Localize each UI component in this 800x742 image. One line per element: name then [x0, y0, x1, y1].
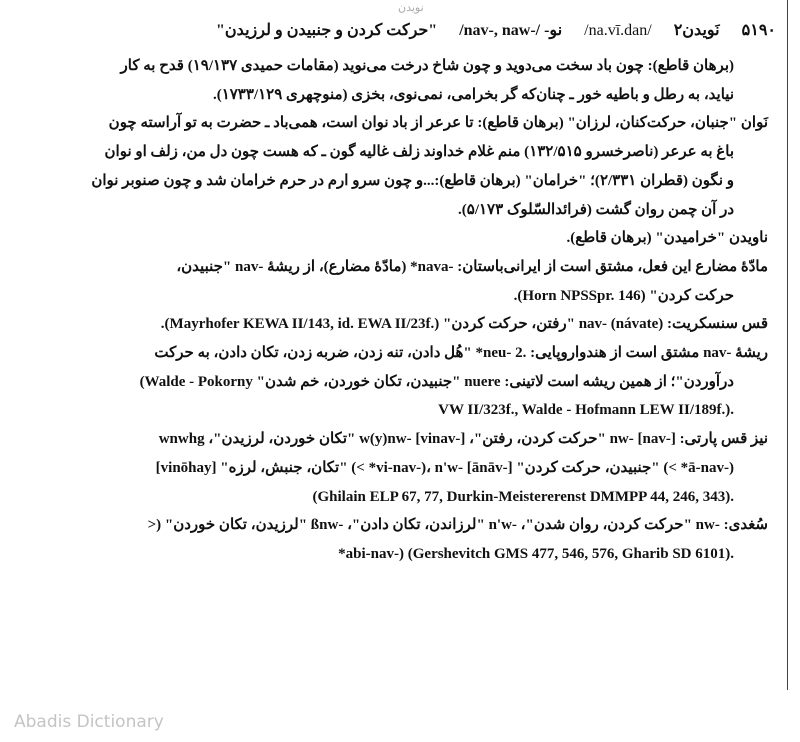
- entry-definition: "حرکت کردن و جنبیدن و لرزیدن": [216, 22, 438, 39]
- entry-headword: نَویدن۲: [673, 22, 720, 39]
- entry-body: [48, 52, 768, 569]
- entry-header: [40, 20, 776, 40]
- entry-text-line: درآوردن"؛ از همین ریشه است لاتینی: ‎nuere‎ "جنبیدن، تکان خوردن، خم شدن" ‎(Walde - Pokorny: [139, 373, 734, 390]
- entry-text-line: نیاید، به رطل و باطیه خور ـ چنان‌که گر بخرامی، نمی‌نوی، بخزی (منوچهری ۱۷۳۳/۱۲۹).: [212, 86, 734, 103]
- entry-text-line: حرکت کردن" ‎(Horn NPSSpr. 146).: [513, 287, 734, 304]
- entry-text-line: ناویدن "خرامیدن" (برهان قاطع).: [566, 230, 768, 247]
- entry-text-line: سُغدی: ‎nw-‎ "حرکت کردن، روان شدن"، ‎n'w-‎ "لرزاندن، تکان دادن"، ‎ßnw-‎ "لرزیدن، تکان خوردن" ‎(<: [147, 517, 768, 534]
- entry-text-line: ریشهٔ ‎nav-‎ مشتق است از هندواروپایی: ‎*neu- 2.‎ "هُل دادن، تنه زدن، ضربه زدن، تکان دادن، به حرکت: [154, 345, 768, 362]
- watermark-headword: نویدن: [398, 2, 424, 14]
- entry-text-line: در آن چمن روان گشت (فرائدالسّلوک ۵/۱۷۳).: [458, 201, 734, 218]
- entry-text-line: مادّهٔ مضارع این فعل، مشتق است از ایرانی‌باستان: ‎*nava-‎ (مادّهٔ مضارع)، از ریشهٔ ‎nav-‎ "جنبیدن،: [176, 258, 768, 275]
- entry-stem: نو- /-nav-, naw/: [459, 22, 563, 39]
- entry-number: ۵۱۹۰: [741, 22, 776, 39]
- entry-text-line: ‎VW II/323f., Walde - Hofmann LEW II/189f.).: [438, 402, 734, 419]
- page-edge-rule: [787, 0, 788, 690]
- entry-text-line: ‎*abi-nav-) (Gershevitch GMS 477, 546, 576, Gharib SD 6101).: [338, 545, 734, 562]
- entry-text-line: ‎[vinōhay]‎ "تکان، جنبش، لرزه" ‎(< *vi-nav-)‎، ‎n'w- [ānāv-]‎ "جنبیدن، حرکت کردن" ‎(< *ā-nav-): [155, 459, 734, 476]
- entry-transcription: /na.vī.dan/: [584, 22, 652, 39]
- watermark: Abadis Dictionary: [14, 712, 164, 732]
- entry-text-line: باغ به عرعر (ناصرخسرو ۱۳۲/۵۱۵) منم غلام خداوند زلف غالیه گون ـ که هست چون دل من، زلف او نوان: [104, 144, 734, 161]
- entry-text-line: نیز قس پارتی: ‎nw- [nav-]‎ "حرکت کردن، رفتن"، ‎w(y)nw- [vinav-]‎ "تکان خوردن، لرزیدن"، ‎wnwhg: [158, 431, 768, 448]
- entry-text-line: (برهان قاطع): چون باد سخت می‌دوید و چون شاخ درخت می‌نوید (مقامات حمیدی ۱۹/۱۳۷) قدح به کار: [120, 58, 734, 74]
- entry-text-line: ‎(Ghilain ELP 67, 77, Durkin-Meistererenst DMMPP 44, 246, 343).: [312, 488, 734, 505]
- entry-text-line: قس سنسکریت: ‎nav- (návate)‎ "رفتن، حرکت کردن" ‎(Mayrhofer KEWA II/143, id. EWA II/23f.).: [160, 316, 768, 333]
- entry-text-line: نَوان "جنبان، حرکت‌کنان، لرزان" (برهان قاطع): تا عرعر از باد نوان است، همی‌باد ـ حضرت به تو آراسته چون: [108, 115, 768, 132]
- entry-text-line: و نگون (قطران ۲/۳۳۱)؛ "خرامان" (برهان قاطع):...و چون سرو ارم در حرم خرامان شد و چون صنوبر نوان: [91, 172, 734, 189]
